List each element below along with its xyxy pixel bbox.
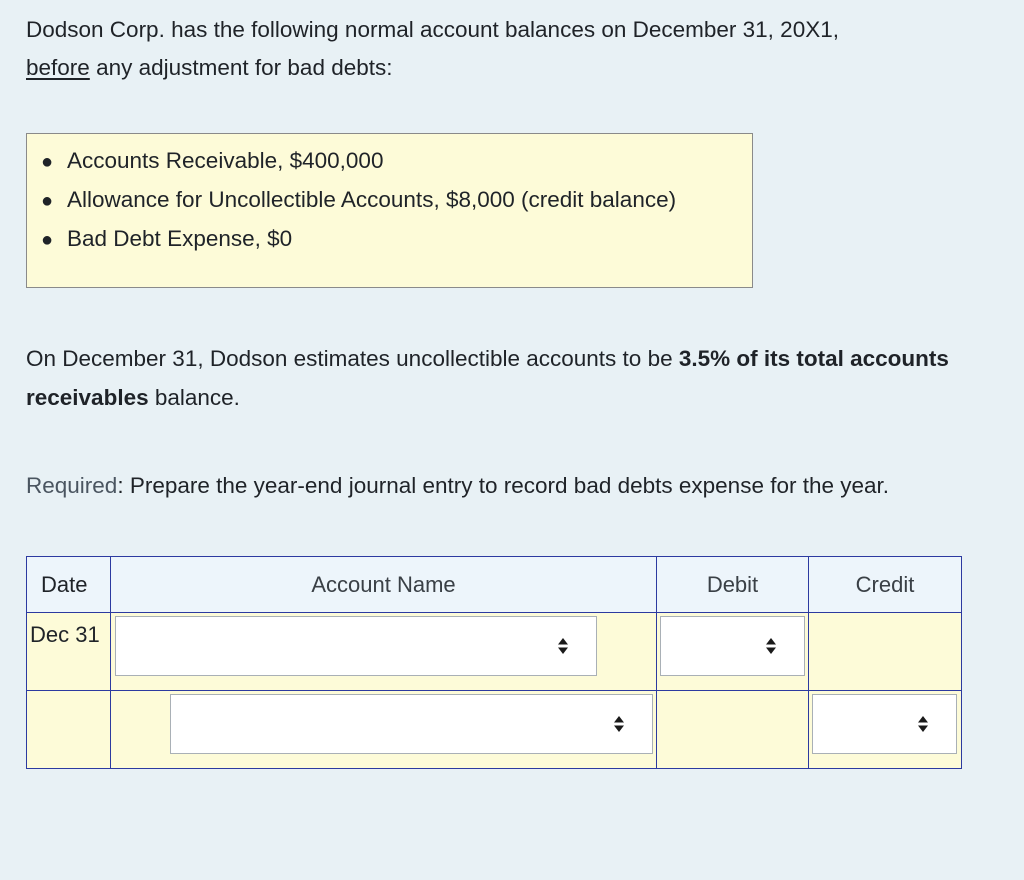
journal-header-row <box>27 557 962 613</box>
header-credit: Credit <box>809 557 962 613</box>
row2-credit-select[interactable] <box>812 694 957 754</box>
required-instruction <box>26 467 1006 505</box>
required-text: : Prepare the year-end journal entry to record bad debts expense for the year. <box>117 473 890 498</box>
journal-row <box>27 613 962 691</box>
row1-debit-cell <box>657 613 809 691</box>
row2-date <box>27 691 110 700</box>
required-label: Required <box>26 473 118 498</box>
estimate-prefix: On December 31, Dodson estimates uncollectible accounts to be <box>26 346 679 371</box>
row1-account-cell <box>111 613 657 691</box>
estimate-paragraph <box>26 339 986 417</box>
row1-account-select[interactable] <box>115 616 597 676</box>
up-down-arrows-icon <box>558 638 568 654</box>
row2-credit-cell <box>809 691 962 769</box>
bullet-icon: ● <box>41 229 54 251</box>
journal-row <box>27 691 962 769</box>
header-account-name: Account Name <box>111 557 657 613</box>
row2-date-cell <box>27 691 111 769</box>
intro-before-word: before <box>26 55 90 80</box>
up-down-arrows-icon <box>614 716 624 732</box>
row1-date: Dec 31 <box>30 622 100 647</box>
intro-line-2: any adjustment for bad debts: <box>89 55 393 80</box>
bullet-icon: ● <box>41 190 54 212</box>
row1-date-cell <box>27 613 111 691</box>
estimate-suffix: balance. <box>148 385 240 410</box>
balance-item-allowance: ● Allowance for Uncollectible Accounts, $8,000 (credit balance) <box>41 181 676 220</box>
row2-account-cell <box>111 691 657 769</box>
header-date: Date <box>27 557 111 613</box>
estimate-bold: 3.5% of its total accounts receivables <box>26 346 949 410</box>
row2-account-select[interactable] <box>170 694 653 754</box>
journal-entry-table <box>26 556 962 769</box>
row1-debit-select[interactable] <box>660 616 805 676</box>
intro-line-1: Dodson Corp. has the following normal account balances on December 31, 20X1, <box>26 17 839 42</box>
up-down-arrows-icon <box>918 716 928 732</box>
balance-item-bad-debt-expense: ● Bad Debt Expense, $0 <box>41 220 676 259</box>
up-down-arrows-icon <box>766 638 776 654</box>
balances-list <box>41 142 676 259</box>
bullet-icon: ● <box>41 151 54 173</box>
header-debit: Debit <box>657 557 809 613</box>
row2-debit-cell <box>657 691 809 769</box>
row1-credit-cell <box>809 613 962 691</box>
account-balances-box <box>26 133 753 288</box>
intro-paragraph <box>26 11 986 87</box>
balance-item-accounts-receivable: ● Accounts Receivable, $400,000 <box>41 142 676 181</box>
